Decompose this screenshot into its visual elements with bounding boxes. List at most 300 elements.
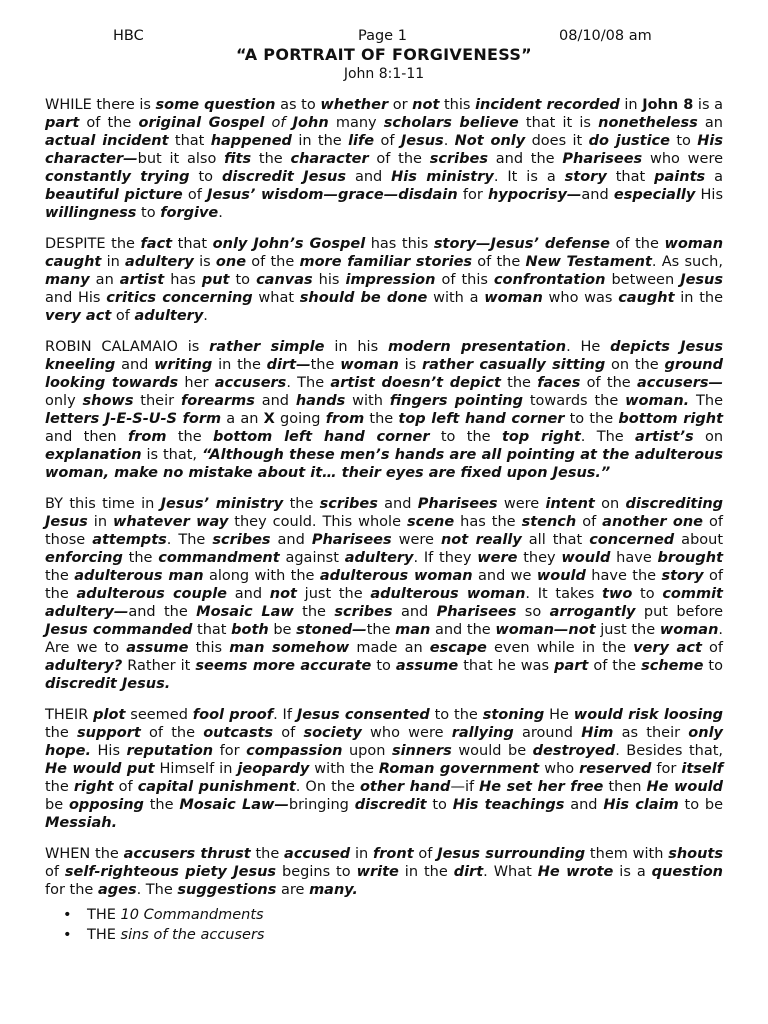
- text-run: with a: [427, 290, 485, 306]
- text-run: question: [651, 864, 724, 880]
- text-run: a: [705, 169, 724, 185]
- text-run: in his: [324, 339, 388, 355]
- bullet-item: [63, 926, 723, 944]
- text-run: be: [268, 622, 297, 638]
- bullet-dot-icon: •: [63, 907, 72, 923]
- text-run: to: [426, 797, 453, 813]
- text-run: beautiful picture: [45, 187, 183, 203]
- text-run: . It is a: [493, 169, 565, 185]
- text-run: He would: [646, 779, 723, 795]
- text-run: and: [392, 604, 437, 620]
- text-run: and: [227, 586, 270, 602]
- text-run: adultery: [344, 550, 414, 566]
- text-run: to: [371, 658, 396, 674]
- text-run: hands: [295, 393, 346, 409]
- text-run: part: [45, 115, 80, 131]
- text-run: only: [45, 393, 83, 409]
- text-run: in the: [212, 357, 267, 373]
- text-run: is a: [693, 97, 724, 113]
- text-run: ages: [97, 882, 137, 898]
- text-run: confrontation: [493, 272, 606, 288]
- text-run: . The: [580, 429, 636, 445]
- text-run: and His: [45, 290, 107, 306]
- text-run: story: [661, 568, 704, 584]
- text-run: scribes: [429, 151, 488, 167]
- text-run: Him: [581, 725, 614, 741]
- text-run: to: [189, 169, 222, 185]
- text-run: front: [372, 846, 414, 862]
- text-run: woman: [659, 622, 719, 638]
- text-run: has: [164, 272, 202, 288]
- text-run: do justice: [588, 133, 670, 149]
- text-run: woman: [340, 357, 399, 373]
- text-run: and: [346, 169, 392, 185]
- text-run: her: [178, 375, 215, 391]
- text-run: X: [263, 411, 275, 427]
- text-run: there is: [91, 97, 156, 113]
- text-run: to: [632, 586, 663, 602]
- text-run: in the: [398, 864, 454, 880]
- text-run: adulterous woman: [319, 568, 473, 584]
- text-run: the: [250, 846, 285, 862]
- text-run: stench: [521, 514, 577, 530]
- text-run: all that: [521, 532, 590, 548]
- text-run: “Although these men’s hands are all pointing at the adulterous woman, make no mistake about it… their eyes are fixed upon Jesus.”: [45, 447, 724, 481]
- text-run: ground looking towards: [45, 357, 724, 391]
- text-run: with: [345, 393, 390, 409]
- text-run: discredit Jesus.: [45, 676, 171, 692]
- text-run: Jesus commanded: [45, 622, 193, 638]
- text-run: scribes: [334, 604, 393, 620]
- text-run: story: [564, 169, 607, 185]
- text-run: and we: [472, 568, 537, 584]
- text-run: adultery?: [45, 658, 123, 674]
- text-run: to: [136, 205, 161, 221]
- text-run: Mosaic Law—: [179, 797, 289, 813]
- text-run: fingers pointing: [389, 393, 523, 409]
- text-run: man somehow: [229, 640, 350, 656]
- text-run: WHILE: [45, 97, 92, 113]
- text-run: . The: [136, 882, 178, 898]
- text-run: of: [113, 779, 138, 795]
- text-run: who: [539, 761, 580, 777]
- text-run: bottom left hand corner: [213, 429, 430, 445]
- text-run: faces: [537, 375, 581, 391]
- text-run: reserved: [579, 761, 652, 777]
- text-run: sins: [120, 927, 149, 943]
- text-run: Roman government: [378, 761, 540, 777]
- text-run: Himself in: [154, 761, 238, 777]
- text-run: and the: [128, 604, 197, 620]
- text-run: enforcing: [45, 550, 123, 566]
- text-run: adultery: [134, 308, 204, 324]
- text-run: what: [252, 290, 300, 306]
- text-run: jeopardy: [237, 761, 310, 777]
- scripture-reference: John 8:1-11: [343, 66, 425, 82]
- text-run: —if: [450, 779, 480, 795]
- text-run: of: [701, 640, 723, 656]
- paragraph: [45, 845, 723, 899]
- text-run: as their: [613, 725, 689, 741]
- text-run: He: [544, 707, 574, 723]
- text-run: some question: [155, 97, 276, 113]
- text-run: artist’s: [635, 429, 694, 445]
- text-run: The: [689, 393, 723, 409]
- text-run: character: [290, 151, 369, 167]
- text-run: of: [273, 725, 304, 741]
- text-run: the: [364, 411, 399, 427]
- text-run: and: [270, 532, 312, 548]
- text-run: is: [398, 357, 422, 373]
- text-run: of the: [588, 658, 642, 674]
- text-run: the: [166, 429, 213, 445]
- text-run: . If they: [413, 550, 478, 566]
- text-run: modern presentation: [387, 339, 567, 355]
- text-run: impression: [345, 272, 436, 288]
- text-run: of: [413, 846, 438, 862]
- text-run: He wrote: [537, 864, 614, 880]
- text-run: Pharisees: [417, 496, 498, 512]
- text-run: just the: [595, 622, 660, 638]
- text-run: of the: [368, 151, 430, 167]
- text-run: discredit: [354, 797, 427, 813]
- text-run: concerned: [589, 532, 675, 548]
- text-run: would: [561, 550, 611, 566]
- text-run: His: [695, 187, 723, 203]
- text-run: assume: [126, 640, 189, 656]
- text-run: suggestions: [177, 882, 277, 898]
- text-run: of: [374, 133, 401, 149]
- text-run: scheme: [641, 658, 704, 674]
- text-run: attempts: [92, 532, 167, 548]
- text-run: to: [703, 658, 723, 674]
- text-run: going: [274, 411, 326, 427]
- text-run: critics concerning: [106, 290, 253, 306]
- text-run: from: [325, 411, 365, 427]
- text-run: for: [213, 743, 247, 759]
- text-run: discrediting Jesus: [45, 496, 724, 530]
- text-run: the: [45, 568, 75, 584]
- text-run: seems more accurate: [195, 658, 372, 674]
- text-run: and the: [487, 151, 563, 167]
- text-run: constantly trying: [45, 169, 190, 185]
- text-run: has the: [454, 514, 522, 530]
- text-run: along with the: [203, 568, 320, 584]
- text-run: the: [122, 550, 159, 566]
- text-run: towards the: [523, 393, 626, 409]
- paragraph: [45, 495, 723, 693]
- text-run: Jesus: [680, 272, 724, 288]
- text-run: and: [564, 797, 604, 813]
- text-run: and: [581, 187, 614, 203]
- text-run: fool proof: [192, 707, 274, 723]
- text-run: have the: [585, 568, 662, 584]
- text-run: willingness: [45, 205, 137, 221]
- text-run: to the: [564, 411, 619, 427]
- text-run: original Gospel: [138, 115, 265, 131]
- text-run: the: [105, 236, 141, 252]
- text-run: the: [310, 357, 341, 373]
- text-run: outcasts: [203, 725, 274, 741]
- text-run: the: [283, 496, 320, 512]
- text-run: both: [231, 622, 269, 638]
- text-run: they: [517, 550, 562, 566]
- paragraph: [45, 96, 723, 222]
- text-run: Messiah.: [45, 815, 118, 831]
- text-run: that he was: [458, 658, 555, 674]
- text-run: arrogantly: [549, 604, 636, 620]
- paragraph: [45, 706, 723, 832]
- text-run: other hand: [359, 779, 451, 795]
- text-run: around: [513, 725, 582, 741]
- text-run: who was: [542, 290, 619, 306]
- document-title: “A PORTRAIT OF FORGIVENESS”: [235, 45, 532, 64]
- text-run: right: [73, 779, 114, 795]
- text-run: actual incident: [45, 133, 169, 149]
- text-run: the: [500, 375, 538, 391]
- text-run: of the: [45, 568, 723, 602]
- text-run: of the: [140, 725, 204, 741]
- text-run: who were: [361, 725, 452, 741]
- text-run: society: [303, 725, 362, 741]
- text-run: opposing: [68, 797, 144, 813]
- text-run: nonetheless: [598, 115, 698, 131]
- paragraph: [45, 235, 723, 325]
- text-run: fits: [224, 151, 252, 167]
- text-run: THE: [87, 927, 121, 943]
- text-run: Jesus consented: [296, 707, 430, 723]
- text-run: shows: [82, 393, 134, 409]
- text-run: commit adultery—: [45, 586, 723, 620]
- text-run: adulterous couple: [76, 586, 228, 602]
- text-run: . The: [166, 532, 213, 548]
- text-run: John 8: [642, 97, 694, 113]
- text-run: stoned—: [296, 622, 367, 638]
- text-run: between: [605, 272, 681, 288]
- text-run: be: [45, 797, 69, 813]
- text-run: in: [350, 846, 373, 862]
- text-run: support: [77, 725, 141, 741]
- text-run: the: [45, 725, 78, 741]
- text-run: Jesus’ ministry: [160, 496, 284, 512]
- text-run: against: [279, 550, 345, 566]
- text-run: bringing: [288, 797, 355, 813]
- text-run: His ministry: [391, 169, 494, 185]
- text-run: that: [606, 169, 655, 185]
- text-run: so: [516, 604, 550, 620]
- text-run: that: [192, 622, 232, 638]
- text-run: they could. This whole: [228, 514, 407, 530]
- text-run: . It takes: [525, 586, 603, 602]
- text-run: escape: [429, 640, 487, 656]
- text-run: two: [602, 586, 633, 602]
- paragraph: [45, 338, 723, 482]
- text-run: dirt—: [266, 357, 311, 373]
- text-run: . He: [566, 339, 611, 355]
- text-run: especially: [613, 187, 696, 203]
- text-run: his: [312, 272, 346, 288]
- text-run: of: [264, 115, 293, 131]
- text-run: artist doesn’t depict: [330, 375, 501, 391]
- text-run: another one: [602, 514, 704, 530]
- text-run: is that,: [141, 447, 202, 463]
- text-run: for the: [45, 882, 98, 898]
- text-run: Not only: [454, 133, 526, 149]
- text-run: only John’s Gospel: [212, 236, 366, 252]
- text-run: top left hand corner: [398, 411, 565, 427]
- text-run: incident recorded: [475, 97, 620, 113]
- text-run: many.: [309, 882, 358, 898]
- text-run: is: [193, 254, 216, 270]
- text-run: THE: [87, 907, 121, 923]
- text-run: of: [45, 864, 65, 880]
- text-run: this: [188, 640, 230, 656]
- text-run: put: [201, 272, 230, 288]
- text-run: this: [439, 97, 476, 113]
- text-run: put before: [635, 604, 724, 620]
- text-run: this time in: [63, 496, 161, 512]
- text-run: rather casually sitting: [421, 357, 606, 373]
- text-run: an: [697, 115, 723, 131]
- text-run: very act: [45, 308, 112, 324]
- text-run: that: [168, 133, 211, 149]
- text-run: but it also: [137, 151, 225, 167]
- text-run: to be: [678, 797, 724, 813]
- text-run: does it: [525, 133, 589, 149]
- text-run: rather simple: [209, 339, 325, 355]
- text-run: the: [143, 797, 180, 813]
- text-run: intent: [545, 496, 595, 512]
- text-run: . As such,: [651, 254, 723, 270]
- text-run: them with: [585, 846, 669, 862]
- text-run: of those: [45, 514, 723, 548]
- text-run: that: [172, 236, 213, 252]
- text-run: Mosaic Law: [196, 604, 294, 620]
- text-run: adultery: [125, 254, 194, 270]
- text-run: in: [101, 254, 126, 270]
- text-run: hypocrisy—: [487, 187, 582, 203]
- text-run: canvas: [256, 272, 313, 288]
- text-run: New Testament: [525, 254, 652, 270]
- text-run: of: [111, 308, 135, 324]
- text-run: not: [269, 586, 297, 602]
- text-run: Pharisees: [436, 604, 517, 620]
- text-run: .: [218, 205, 223, 221]
- text-run: scene: [406, 514, 455, 530]
- text-run: He set her free: [479, 779, 604, 795]
- text-run: an: [89, 272, 120, 288]
- text-run: not really: [440, 532, 522, 548]
- text-run: from: [127, 429, 167, 445]
- text-run: for: [457, 187, 488, 203]
- text-run: who were: [642, 151, 724, 167]
- text-run: that it is: [518, 115, 599, 131]
- text-run: John: [292, 115, 329, 131]
- text-run: has this: [365, 236, 434, 252]
- text-run: with the: [309, 761, 379, 777]
- text-run: . Are we to: [45, 622, 723, 656]
- text-run: not: [412, 97, 440, 113]
- text-run: write: [356, 864, 399, 880]
- text-run: artist: [119, 272, 165, 288]
- text-run: dirt: [453, 864, 484, 880]
- text-run: many: [45, 272, 90, 288]
- text-run: compassion: [246, 743, 343, 759]
- text-run: of this: [435, 272, 494, 288]
- text-run: of the: [79, 115, 139, 131]
- text-run: . What: [483, 864, 538, 880]
- text-run: woman—not: [495, 622, 596, 638]
- text-run: letters J-E-S-U-S form: [45, 411, 222, 427]
- text-run: stoning: [482, 707, 545, 723]
- text-run: woman caught: [45, 236, 724, 270]
- text-run: commandment: [158, 550, 280, 566]
- text-run: capital punishment: [137, 779, 296, 795]
- text-run: scholars believe: [383, 115, 519, 131]
- text-run: to the: [429, 429, 502, 445]
- text-run: were: [497, 496, 546, 512]
- text-run: . The: [286, 375, 331, 391]
- text-run: accusers thrust: [123, 846, 251, 862]
- text-run: scribes: [319, 496, 378, 512]
- text-run: on: [693, 429, 724, 445]
- text-run: to: [669, 133, 698, 149]
- text-run: would be: [451, 743, 533, 759]
- text-run: of the: [610, 236, 665, 252]
- text-run: and: [254, 393, 296, 409]
- text-run: top right: [501, 429, 581, 445]
- document-body: [45, 96, 723, 946]
- header-date: 08/10/08 am: [559, 28, 652, 44]
- text-run: the: [293, 604, 335, 620]
- text-run: He would put: [45, 761, 155, 777]
- text-run: more familiar stories: [299, 254, 473, 270]
- text-run: their: [133, 393, 181, 409]
- text-run: as to: [275, 97, 321, 113]
- text-run: writing: [154, 357, 213, 373]
- text-run: a an: [221, 411, 264, 427]
- text-run: bottom right: [618, 411, 724, 427]
- text-run: whatever way: [113, 514, 229, 530]
- text-run: are: [276, 882, 310, 898]
- text-run: very act: [633, 640, 702, 656]
- text-run: destroyed: [532, 743, 616, 759]
- text-run: . If: [273, 707, 297, 723]
- text-run: reputation: [126, 743, 214, 759]
- text-run: Jesus’ wisdom—grace—disdain: [207, 187, 458, 203]
- text-run: in: [619, 97, 643, 113]
- text-run: adulterous man: [74, 568, 204, 584]
- text-run: part: [554, 658, 589, 674]
- text-run: one: [215, 254, 247, 270]
- text-run: and: [377, 496, 418, 512]
- text-run: BY: [45, 496, 64, 512]
- text-run: . On the: [295, 779, 360, 795]
- text-run: scribes: [212, 532, 271, 548]
- text-run: Jesus: [400, 133, 444, 149]
- text-run: and: [115, 357, 155, 373]
- text-run: about: [674, 532, 724, 548]
- text-run: is a: [613, 864, 652, 880]
- text-run: His character—: [45, 133, 724, 167]
- text-run: Jesus surrounding: [437, 846, 586, 862]
- text-run: to the: [429, 707, 483, 723]
- text-run: in the: [674, 290, 723, 306]
- text-run: of: [182, 187, 208, 203]
- text-run: caught: [618, 290, 675, 306]
- text-run: shouts: [668, 846, 723, 862]
- text-run: of the: [148, 927, 201, 943]
